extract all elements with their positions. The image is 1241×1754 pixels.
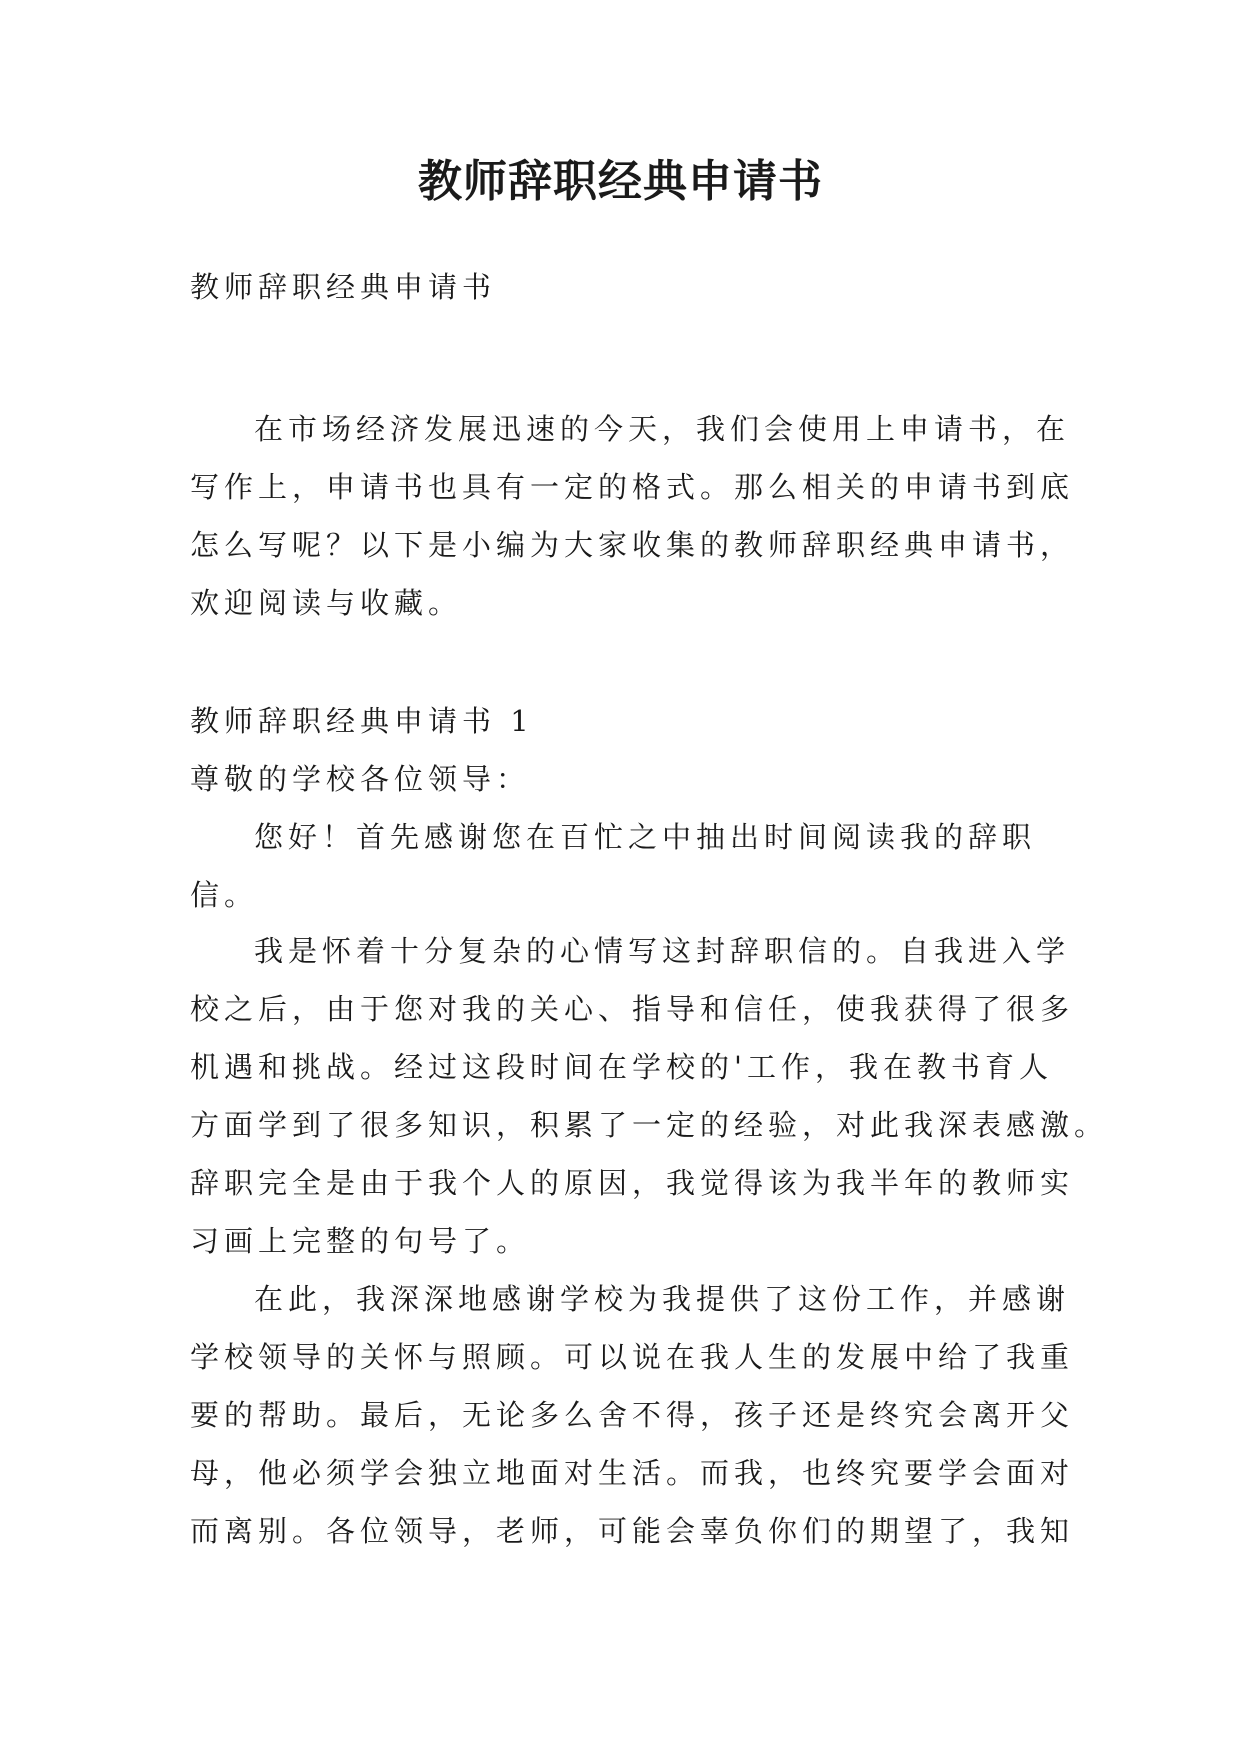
intro-line: 怎么写呢？以下是小编为大家收集的教师辞职经典申请书， bbox=[190, 528, 1075, 562]
salutation-text: 尊敬的学校各位领导： bbox=[190, 762, 531, 796]
paragraph-line: 辞职完全是由于我个人的原因，我觉得该为我半年的教师实 bbox=[190, 1166, 1075, 1200]
paragraph-line: 在此，我深深地感谢学校为我提供了这份工作，并感谢 bbox=[254, 1282, 1071, 1316]
intro-paragraph bbox=[190, 400, 1075, 632]
paragraph-line: 方面学到了很多知识，积累了一定的经验，对此我深表感激。 bbox=[190, 1108, 1109, 1142]
salutation bbox=[190, 750, 1060, 808]
intro-line: 写作上，申请书也具有一定的格式。那么相关的申请书到底 bbox=[190, 470, 1075, 504]
body-paragraph-1 bbox=[190, 808, 1060, 924]
paragraph-line: 要的帮助。最后，无论多么舍不得，孩子还是终究会离开父 bbox=[190, 1398, 1075, 1432]
paragraph-line: 信。 bbox=[190, 878, 259, 912]
intro-line: 欢迎阅读与收藏。 bbox=[190, 586, 463, 620]
paragraph-line: 校之后，由于您对我的关心、指导和信任，使我获得了很多 bbox=[190, 992, 1075, 1026]
section-heading-text: 教师辞职经典申请书 1 bbox=[190, 704, 534, 738]
paragraph-line: 我是怀着十分复杂的心情写这封辞职信的。自我进入学 bbox=[254, 934, 1071, 968]
paragraph-line: 机遇和挑战。经过这段时间在学校的'工作，我在教书育人 bbox=[190, 1050, 1053, 1084]
document-subtitle bbox=[190, 258, 1060, 316]
body-paragraph-3 bbox=[190, 1270, 1075, 1560]
paragraph-line: 而离别。各位领导，老师，可能会辜负你们的期望了，我知 bbox=[190, 1514, 1075, 1548]
document-title: 教师辞职经典申请书 bbox=[418, 156, 823, 207]
paragraph-line: 学校领导的关怀与照顾。可以说在我人生的发展中给了我重 bbox=[190, 1340, 1075, 1374]
intro-line: 在市场经济发展迅速的今天，我们会使用上申请书，在 bbox=[254, 412, 1071, 446]
paragraph-line: 您好！首先感谢您在百忙之中抽出时间阅读我的辞职 bbox=[254, 820, 1037, 854]
paragraph-line: 母，他必须学会独立地面对生活。而我，也终究要学会面对 bbox=[190, 1456, 1075, 1490]
section-heading bbox=[190, 692, 1060, 750]
paragraph-line: 习画上完整的句号了。 bbox=[190, 1224, 531, 1258]
subtitle-line: 教师辞职经典申请书 bbox=[190, 270, 497, 304]
body-paragraph-2 bbox=[190, 922, 1109, 1270]
